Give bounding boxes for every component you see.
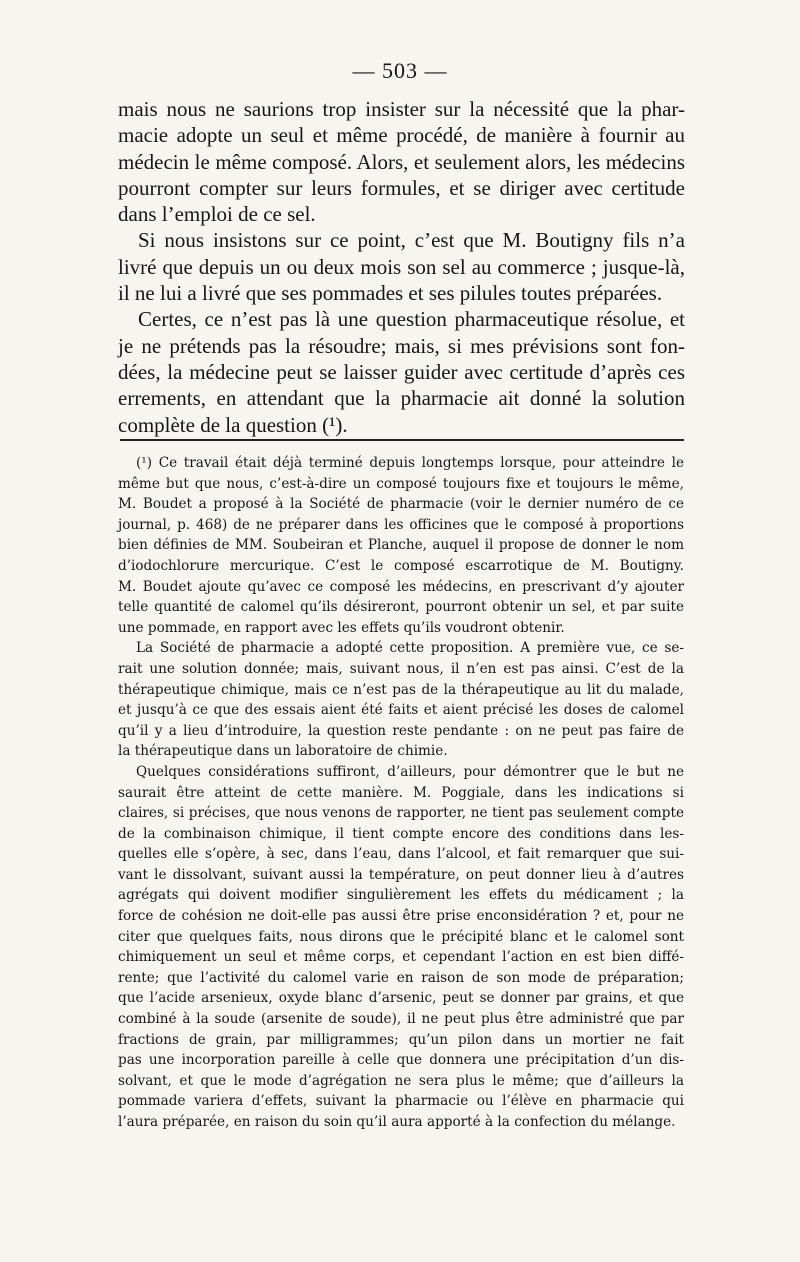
footnote-line: force de cohésion ne doit-elle pas aussi être prise enconsidération ? et, pour ne [118, 908, 684, 925]
footnote-line: M. Boudet a proposé à la Société de pharmacie (voir le dernier numéro de ce [118, 496, 684, 513]
footnote-line: même but que nous, c’est-à-dire un composé toujours fixe et toujours le même, [118, 475, 684, 492]
footnote-line: chimiquement un seul et même corps, et cependant l’action en est bien diffé- [118, 949, 684, 966]
footnote-line: rente; que l’activité du calomel varie en raison de son mode de préparation; [118, 969, 684, 986]
text-line: dées, la médecine peut se laisser guider avec certitude d’après ces [118, 359, 685, 384]
text-line: Certes, ce n’est pas là une question pharmaceutique résolue, et [138, 307, 685, 332]
text-line: il ne lui a livré que ses pommades et ses pilules toutes préparées. [118, 281, 663, 306]
footnote-line: thérapeutique chimique, mais ce n’est pas de la thérapeutique au lit du malade, [118, 681, 684, 698]
text-line: mais nous ne saurions trop insister sur la nécessité que la phar- [118, 97, 685, 121]
footnote-line: Quelques considérations suffiront, d’ailleurs, pour démontrer que le but ne [136, 763, 684, 780]
footnote-divider [120, 439, 684, 441]
footnote-line: pas une incorporation pareille à celle que donnera une précipitation d’un dis- [118, 1052, 684, 1069]
footnote-line: fractions de grain, par milligrammes; qu’un pilon dans un mortier ne fait [118, 1031, 684, 1048]
footnote-line: d’iodochlorure mercurique. C’est le composé escarrotique de M. Boutigny. [118, 557, 684, 574]
text-line: je ne prétends pas la résoudre; mais, si mes prévisions sont fon- [118, 333, 685, 358]
text-line: complète de la question (¹). [118, 412, 348, 437]
text-line: pourront compter sur leurs formules, et se diriger avec certitude [118, 175, 685, 200]
footnote-line: agrégats qui doivent modifier singulièrement les effets du médicament ; la [118, 887, 684, 904]
footnote-line: de la combinaison chimique, il tient compte encore des conditions dans les- [118, 825, 684, 842]
footnote-line: citer que quelques faits, nous dirons que le précipité blanc et le calomel sont [118, 928, 684, 945]
footnote-line: qu’il y a lieu d’introduire, la question reste pendante : on ne peut pas faire de [118, 722, 684, 739]
footnote-line: solvant, et que le mode d’agrégation ne sera plus le même; que d’ailleurs la [118, 1072, 684, 1089]
footnote-line: rait une solution donnée; mais, suivant nous, il n’en est pas ainsi. C’est de la [118, 660, 684, 677]
text-line: Si nous insistons sur ce point, c’est que M. Boutigny fils n’a [138, 228, 685, 253]
footnote-line: telle quantité de calomel qu’ils désireront, pourront obtenir un sel, et par suite [118, 599, 684, 616]
footnote-line: La Société de pharmacie a adopté cette proposition. A première vue, ce se- [136, 640, 684, 657]
footnote-line: claires, si précises, que nous venons de rapporter, ne tient pas seulement compte [118, 805, 684, 822]
footnote [118, 453, 684, 1133]
footnote-line: saurait être atteint de cette manière. M. Poggiale, dans les indications si [118, 784, 684, 801]
footnote-line: quelles elle s’opère, à sec, dans l’eau, dans l’alcool, et fait remarquer que sui- [118, 846, 684, 863]
footnote-line: journal, p. 468) de ne préparer dans les officines que le composé à proportions [118, 516, 684, 533]
footnote-line: la thérapeutique dans un laboratoire de chimie. [118, 743, 448, 760]
footnote-line: vant le dissolvant, suivant aussi la température, on peut donner lieu à d’autres [118, 866, 684, 883]
text-line: livré que depuis un ou deux mois son sel au commerce ; jusque-là, [118, 254, 685, 279]
text-line: médecin le même composé. Alors, et seulement alors, les médecins [118, 149, 685, 174]
text-line: macie adopte un seul et même procédé, de manière à fournir au [118, 123, 685, 148]
footnote-line: pommade variera d’effets, suivant la pharmacie ou l’élève en pharmacie qui [118, 1093, 684, 1110]
footnote-line: (¹) Ce travail était déjà terminé depuis longtemps lorsque, pour atteindre le [136, 455, 684, 471]
footnote-line: et jusqu’à ce que des essais aient été faits et aient précisé les doses de calomel [118, 702, 684, 719]
text-line: errements, en attendant que la pharmacie ait donné la solution [118, 386, 685, 411]
footnote-line: que l’acide arsenieux, oxyde blanc d’arsenic, peut se donner par grains, et que [118, 990, 684, 1007]
footnote-line: bien définies de MM. Soubeiran et Planche, auquel il propose de donner le nom [118, 537, 684, 554]
main-text [118, 96, 685, 438]
footnote-line: l’aura préparée, en raison du soin qu’il aura apporté à la confection du mélange. [118, 1114, 676, 1130]
footnote-line: M. Boudet ajoute qu’avec ce composé les médecins, en prescrivant d’y ajouter [118, 578, 684, 595]
footnote-line: combiné à la soude (arsenite de soude), il ne peut plus être administré que par [118, 1011, 684, 1028]
footnote-line: une pommade, en rapport avec les effets qu’ils voudront obtenir. [118, 619, 565, 636]
text-line: dans l’emploi de ce sel. [118, 202, 316, 227]
page-number: — 503 — [352, 58, 448, 83]
